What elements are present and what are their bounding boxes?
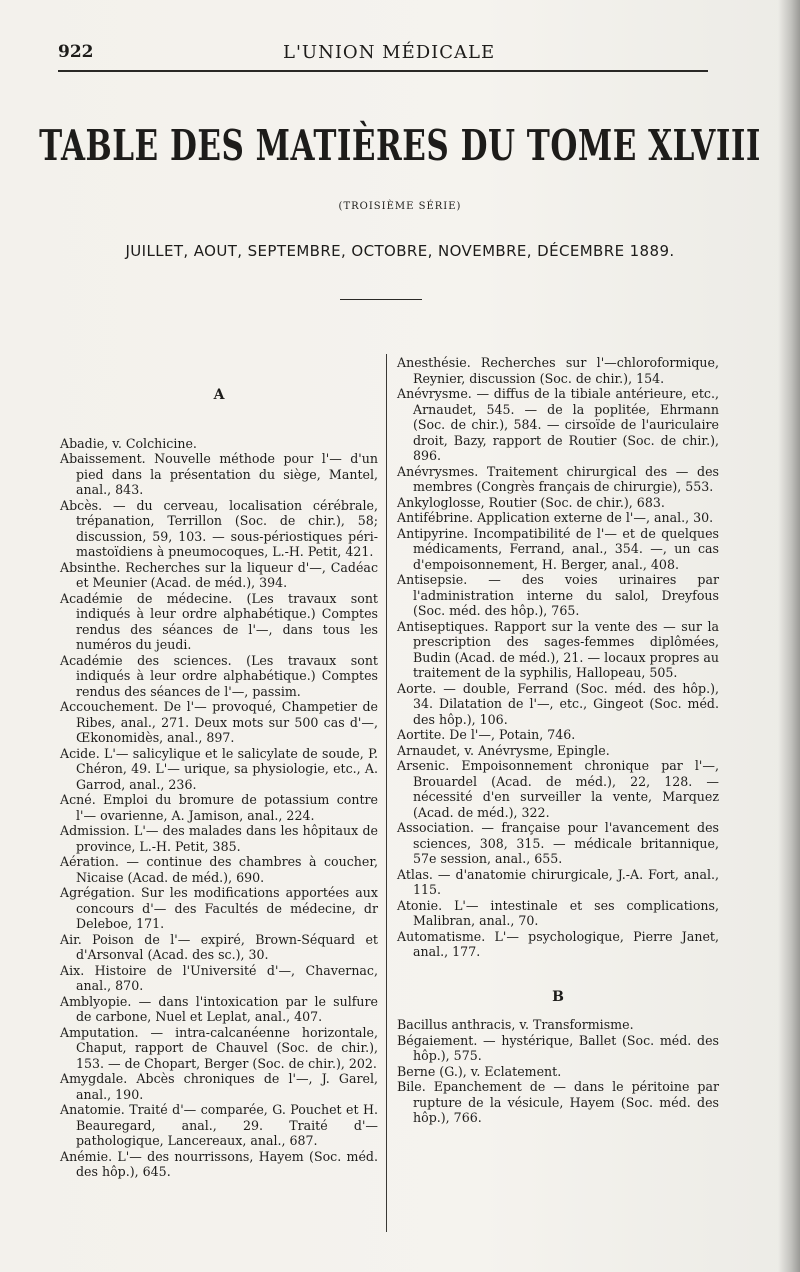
- index-entry: Atonie. L'— intestinale et ses complications, Malibran, anal., 70.: [397, 897, 719, 928]
- index-entry: Aération. — continue des chambres à coucher, Nicaise (Acad. de méd.), 690.: [60, 854, 378, 885]
- section-letter-a: A: [213, 387, 225, 403]
- index-entry: Bégaiement. — hystérique, Ballet (Soc. méd. des hôp.), 575.: [397, 1032, 719, 1063]
- index-entry: Acné. Emploi du bromure de potassium contre l'— ovarienne, A. Jamison, anal., 224.: [60, 792, 378, 823]
- index-entry: Accouchement. De l'— provoqué, Champetier de Ribes, anal., 271. Deux mots sur 500 cas d'—, Œkonomidès, anal., 897.: [60, 699, 378, 745]
- section-letter-b: B: [552, 988, 564, 1005]
- index-entry: Agrégation. Sur les modifications apportées aux concours d'— des Facultés de médecine, dr Deleboe, 171.: [60, 885, 378, 931]
- series-subtitle: (TROISIÈME SÉRIE): [338, 201, 462, 212]
- header-rule: [58, 70, 708, 72]
- main-title: TABLE DES MATIÈRES DU TOME XLVIII: [39, 122, 761, 171]
- running-title: L'UNION MÉDICALE: [283, 42, 496, 63]
- index-entry: Académie des sciences. (Les travaux sont indiqués à leur ordre alphabétique.) Comptes rendus des séances de l'—, passim.: [60, 652, 378, 699]
- index-entry: Abcès. — du cerveau, localisation cérébrale, trépanation, Terrillon (Soc. de chir.), 58; discussion, 59, 103. — sous-périostiques péri-mastoïdiens à pneumocoques, L.-H. Petit, 421.: [60, 497, 378, 559]
- index-entry: Air. Poison de l'— expiré, Brown-Séquard et d'Arsonval (Acad. des sc.), 30.: [60, 931, 378, 962]
- index-entry: Anesthésie. Recherches sur l'—chloroformique, Reynier, discussion (Soc. de chir.), 154.: [397, 355, 719, 386]
- left-column: [60, 355, 378, 1180]
- index-entry: Antifébrine. Application externe de l'—, anal., 30.: [397, 510, 714, 525]
- page-header: [58, 40, 708, 70]
- right-column: [397, 355, 719, 1126]
- months-line: JUILLET, AOUT, SEPTEMBRE, OCTOBRE, NOVEMBRE, DÉCEMBRE 1889.: [125, 242, 675, 260]
- index-entry: Bile. Epanchement de — dans le péritoine par rupture de la vésicule, Hayem (Soc. méd. des hôp.), 766.: [397, 1079, 719, 1125]
- right-entry-list-b: [397, 1017, 719, 1126]
- right-entry-list-a: [397, 355, 719, 960]
- index-entry: Aortite. De l'—, Potain, 746.: [397, 727, 576, 742]
- page-number: 922: [58, 42, 94, 62]
- index-entry: Automatisme. L'— psychologique, Pierre Janet, anal., 177.: [397, 928, 719, 959]
- index-entry: Abaissement. Nouvelle méthode pour l'— d'un pied dans la présentation du siège, Mantel, anal., 843.: [60, 451, 378, 497]
- index-entry: Aorte. — double, Ferrand (Soc. méd. des hôp.), 34. Dilatation de l'—, etc., Gingeot (Soc. méd. des hôp.), 106.: [397, 680, 719, 727]
- index-entry: Anévrysmes. Traitement chirurgical des — des membres (Congrès français de chirurgie), 553.: [397, 463, 719, 494]
- left-entry-list: [60, 436, 378, 1180]
- index-entry: Aix. Histoire de l'Université d'—, Chavernac, anal., 870.: [60, 962, 378, 993]
- index-entry: Arnaudet, v. Anévrysme, Epingle.: [397, 742, 610, 758]
- index-entry: Admission. L'— des malades dans les hôpitaux de province, L.-H. Petit, 385.: [60, 823, 378, 854]
- index-entry: Berne (G.), v. Eclatement.: [397, 1063, 562, 1079]
- index-entry: Absinthe. Recherches sur la liqueur d'—, Cadéac et Meunier (Acad. de méd.), 394.: [60, 559, 378, 590]
- index-entry: Amygdale. Abcès chroniques de l'—, J. Garel, anal., 190.: [60, 1071, 378, 1102]
- index-entry: Arsenic. Empoisonnement chronique par l'—, Brouardel (Acad. de méd.), 22, 128. — nécessité d'en surveiller la vente, Marquez (Acad. de méd.), 322.: [397, 758, 719, 820]
- index-entry: Acide. L'— salicylique et le salicylate de soude, P. Chéron, 49. L'— urique, sa physiologie, etc., A. Garrod, anal., 236.: [60, 745, 378, 792]
- index-entry: Ankyloglosse, Routier (Soc. de chir.), 683.: [397, 494, 665, 510]
- index-entry: Académie de médecine. (Les travaux sont indiqués à leur ordre alphabétique.) Comptes rendus des séances de l'—, dans tous les numéros du jeudi.: [60, 590, 378, 652]
- index-entry: Anévrysme. — diffus de la tibiale antérieure, etc., Arnaudet, 545. — de la poplitée, Ehrmann (Soc. de chir.), 584. — cirsoïde de l'auriculaire droit, Bazy, rapport de Routier (Soc. de chir.), 896.: [397, 386, 719, 463]
- index-entry: Atlas. — d'anatomie chirurgicale, J.-A. Fort, anal., 115.: [397, 866, 719, 897]
- index-entry: Amblyopie. — dans l'intoxication par le sulfure de carbone, Nuel et Leplat, anal., 407.: [60, 993, 378, 1024]
- page-edge-shadow: [778, 0, 800, 1272]
- index-entry: Antiseptiques. Rapport sur la vente des — sur la prescription des sages-femmes diplômées, Budin (Acad. de méd.), 21. — locaux propres au traitement de la syphilis, Hallopeau, 505.: [397, 618, 719, 680]
- index-entry: Anémie. L'— des nourrissons, Hayem (Soc. méd. des hôp.), 645.: [60, 1148, 378, 1179]
- index-entry: Amputation. — intra-calcanéenne horizontale, Chaput, rapport de Chauvel (Soc. de chir.), 153. — de Chopart, Berger (Soc. de chir.), 202.: [60, 1024, 378, 1071]
- column-divider: [386, 354, 387, 1232]
- index-entry: Antisepsie. — des voies urinaires par l'administration interne du salol, Dreyfous (Soc. méd. des hôp.), 765.: [397, 572, 719, 618]
- index-entry: Bacillus anthracis, v. Transformisme.: [397, 1017, 634, 1032]
- index-entry: Antipyrine. Incompatibilité de l'— et de quelques médicaments, Ferrand, anal., 354. —, un cas d'empoisonnement, H. Berger, anal., 408.: [397, 525, 719, 572]
- index-entry: Anatomie. Traité d'— comparée, G. Pouchet et H. Beauregard, anal., 29. Traité d'— pathologique, Lancereaux, anal., 687.: [60, 1102, 378, 1148]
- index-entry: Association. — française pour l'avancement des sciences, 308, 315. — médicale britannique, 57e session, anal., 655.: [397, 820, 719, 866]
- short-divider-rule: [340, 299, 422, 300]
- index-entry: Abadie, v. Colchicine.: [60, 435, 197, 451]
